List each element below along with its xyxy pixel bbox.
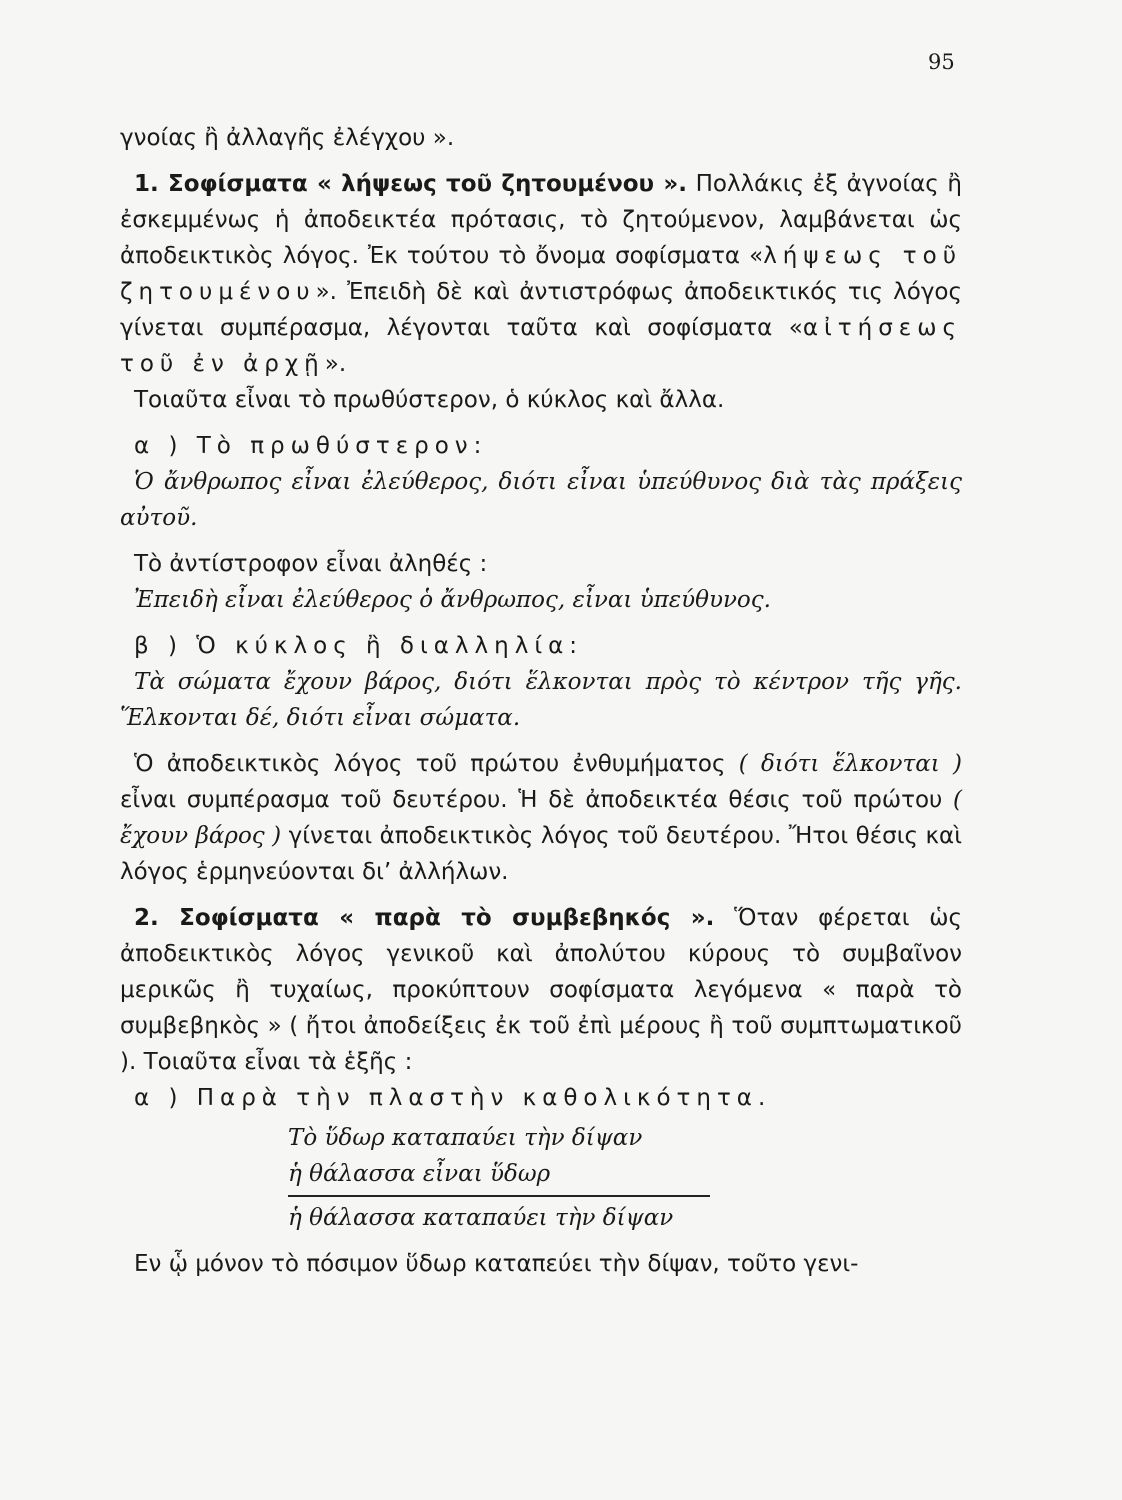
expl-text-5: γίνεται ἀποδεικτικὸς λόγος τοῦ δευτέρου. Ἤτοι θέσις καὶ λόγος ἑρμηνεύονται δι’ ἀλλήλων. bbox=[120, 823, 962, 885]
page-number: 95 bbox=[928, 50, 955, 74]
syllogism-divider bbox=[288, 1195, 710, 1197]
section-1-heading: 1. Σοφίσματα « λήψεως τοῦ ζητουμένου ». bbox=[134, 171, 687, 197]
subsection-b-explanation bbox=[120, 746, 962, 890]
subsection-a-heading: α ) Τὸ πρωθύστερον: bbox=[134, 433, 488, 459]
page-body bbox=[120, 120, 962, 1282]
section-2-heading: 2. Σοφίσματα « παρὰ τὸ συμβεβηκός ». bbox=[134, 905, 715, 931]
syllogism bbox=[288, 1120, 710, 1236]
section-1-paragraph bbox=[120, 166, 962, 382]
subsection-a-converse-label: Τὸ ἀντίστροφον εἶναι ἀληθές : bbox=[134, 551, 488, 577]
section-1-text-a: Πολλάκις ἐξ ἀγνοίας ἢ ἐσκεμμένως ἡ ἀποδεικτέα πρότασις, τὸ ζητούμενον, λαμβάνεται ὡς ἀποδεικτικὸς λόγος. Ἐκ τούτου τὸ ὄνομα σοφίσματα « bbox=[120, 171, 962, 269]
subsection-a-converse: Ἐπειδὴ εἶναι ἐλεύθερος ὁ ἄνθρωπος, εἶναι ὑπεύθυνος. bbox=[134, 587, 771, 613]
syllogism-minor-premise: ἡ θάλασσα εἶναι ὕδωρ bbox=[288, 1161, 551, 1187]
section-2-paragraph bbox=[120, 900, 962, 1080]
expl-italic-2: ( ἔχουν βάρος ) bbox=[120, 787, 962, 849]
paragraph-continuation: γνοίας ἢ ἀλλαγῆς ἐλέγχου ». bbox=[120, 125, 455, 151]
expl-text-1: Ὁ ἀποδεικτικὸς λόγος τοῦ πρώτου ἐνθυμήματος bbox=[134, 751, 739, 777]
section-1-term-2: αἰτήσεως τοῦ ἐν ἀρχῇ bbox=[120, 315, 962, 377]
expl-text-3: εἶναι συμπέρασμα τοῦ δευτέρου. Ἡ δὲ ἀποδεικτέα θέσις τοῦ πρώτου bbox=[120, 787, 954, 813]
subsection-b-heading: β ) Ὁ κύκλος ἢ διαλληλία: bbox=[134, 633, 584, 659]
section-1-text-c: ». Ἐπειδὴ δὲ καὶ ἀντιστρόφως ἀποδεικτικός τις λόγος γίνεται συμπέρασμα, λέγονται ταῦτα καὶ σοφίσματα « bbox=[120, 279, 962, 341]
section-1-text-e: ». bbox=[324, 351, 347, 377]
closing-line: Εν ᾧ μόνον τὸ πόσιμον ὕδωρ καταπεύει τὴν δίψαν, τοῦτο γενι- bbox=[134, 1251, 859, 1277]
syllogism-major-premise: Τὸ ὕδωρ καταπαύει τὴν δίψαν bbox=[288, 1125, 643, 1151]
subsection-b-example: Τὰ σώματα ἔχουν βάρος, διότι ἕλκονται πρὸς τὸ κέντρον τῆς γῆς. Ἕλκονται δέ, διότι εἶναι σώματα. bbox=[120, 669, 962, 731]
subsection-c-heading: α ) Παρὰ τὴν πλαστὴν καθολικότητα. bbox=[134, 1085, 772, 1111]
section-1-examples-intro: Τοιαῦτα εἶναι τὸ πρωθύστερον, ὁ κύκλος καὶ ἄλλα. bbox=[134, 387, 725, 413]
section-1-term-1: λήψεως τοῦ ζητουμένου bbox=[120, 243, 962, 305]
section-2-text: Ὅταν φέρεται ὡς ἀποδεικτικὸς λόγος γενικοῦ καὶ ἀπολύτου κύρους τὸ συμβαῖνον μερικῶς ἢ τυχαίως, προκύπτουν σοφίσματα λεγόμενα « παρὰ τὸ συμβεβηκὸς » ( ἤτοι ἀποδείξεις ἐκ τοῦ ἐπὶ μέρους ἢ τοῦ συμπτωματικοῦ ). Τοιαῦτα εἶναι τὰ ἑξῆς : bbox=[120, 905, 962, 1075]
subsection-a-example: Ὁ ἄνθρωπος εἶναι ἐλεύθερος, διότι εἶναι ὑπεύθυνος διὰ τὰς πράξεις αὐτοῦ. bbox=[120, 469, 962, 531]
expl-italic-1: ( διότι ἕλκονται ) bbox=[738, 751, 962, 777]
syllogism-conclusion: ἡ θάλασσα καταπαύει τὴν δίψαν bbox=[288, 1205, 674, 1231]
